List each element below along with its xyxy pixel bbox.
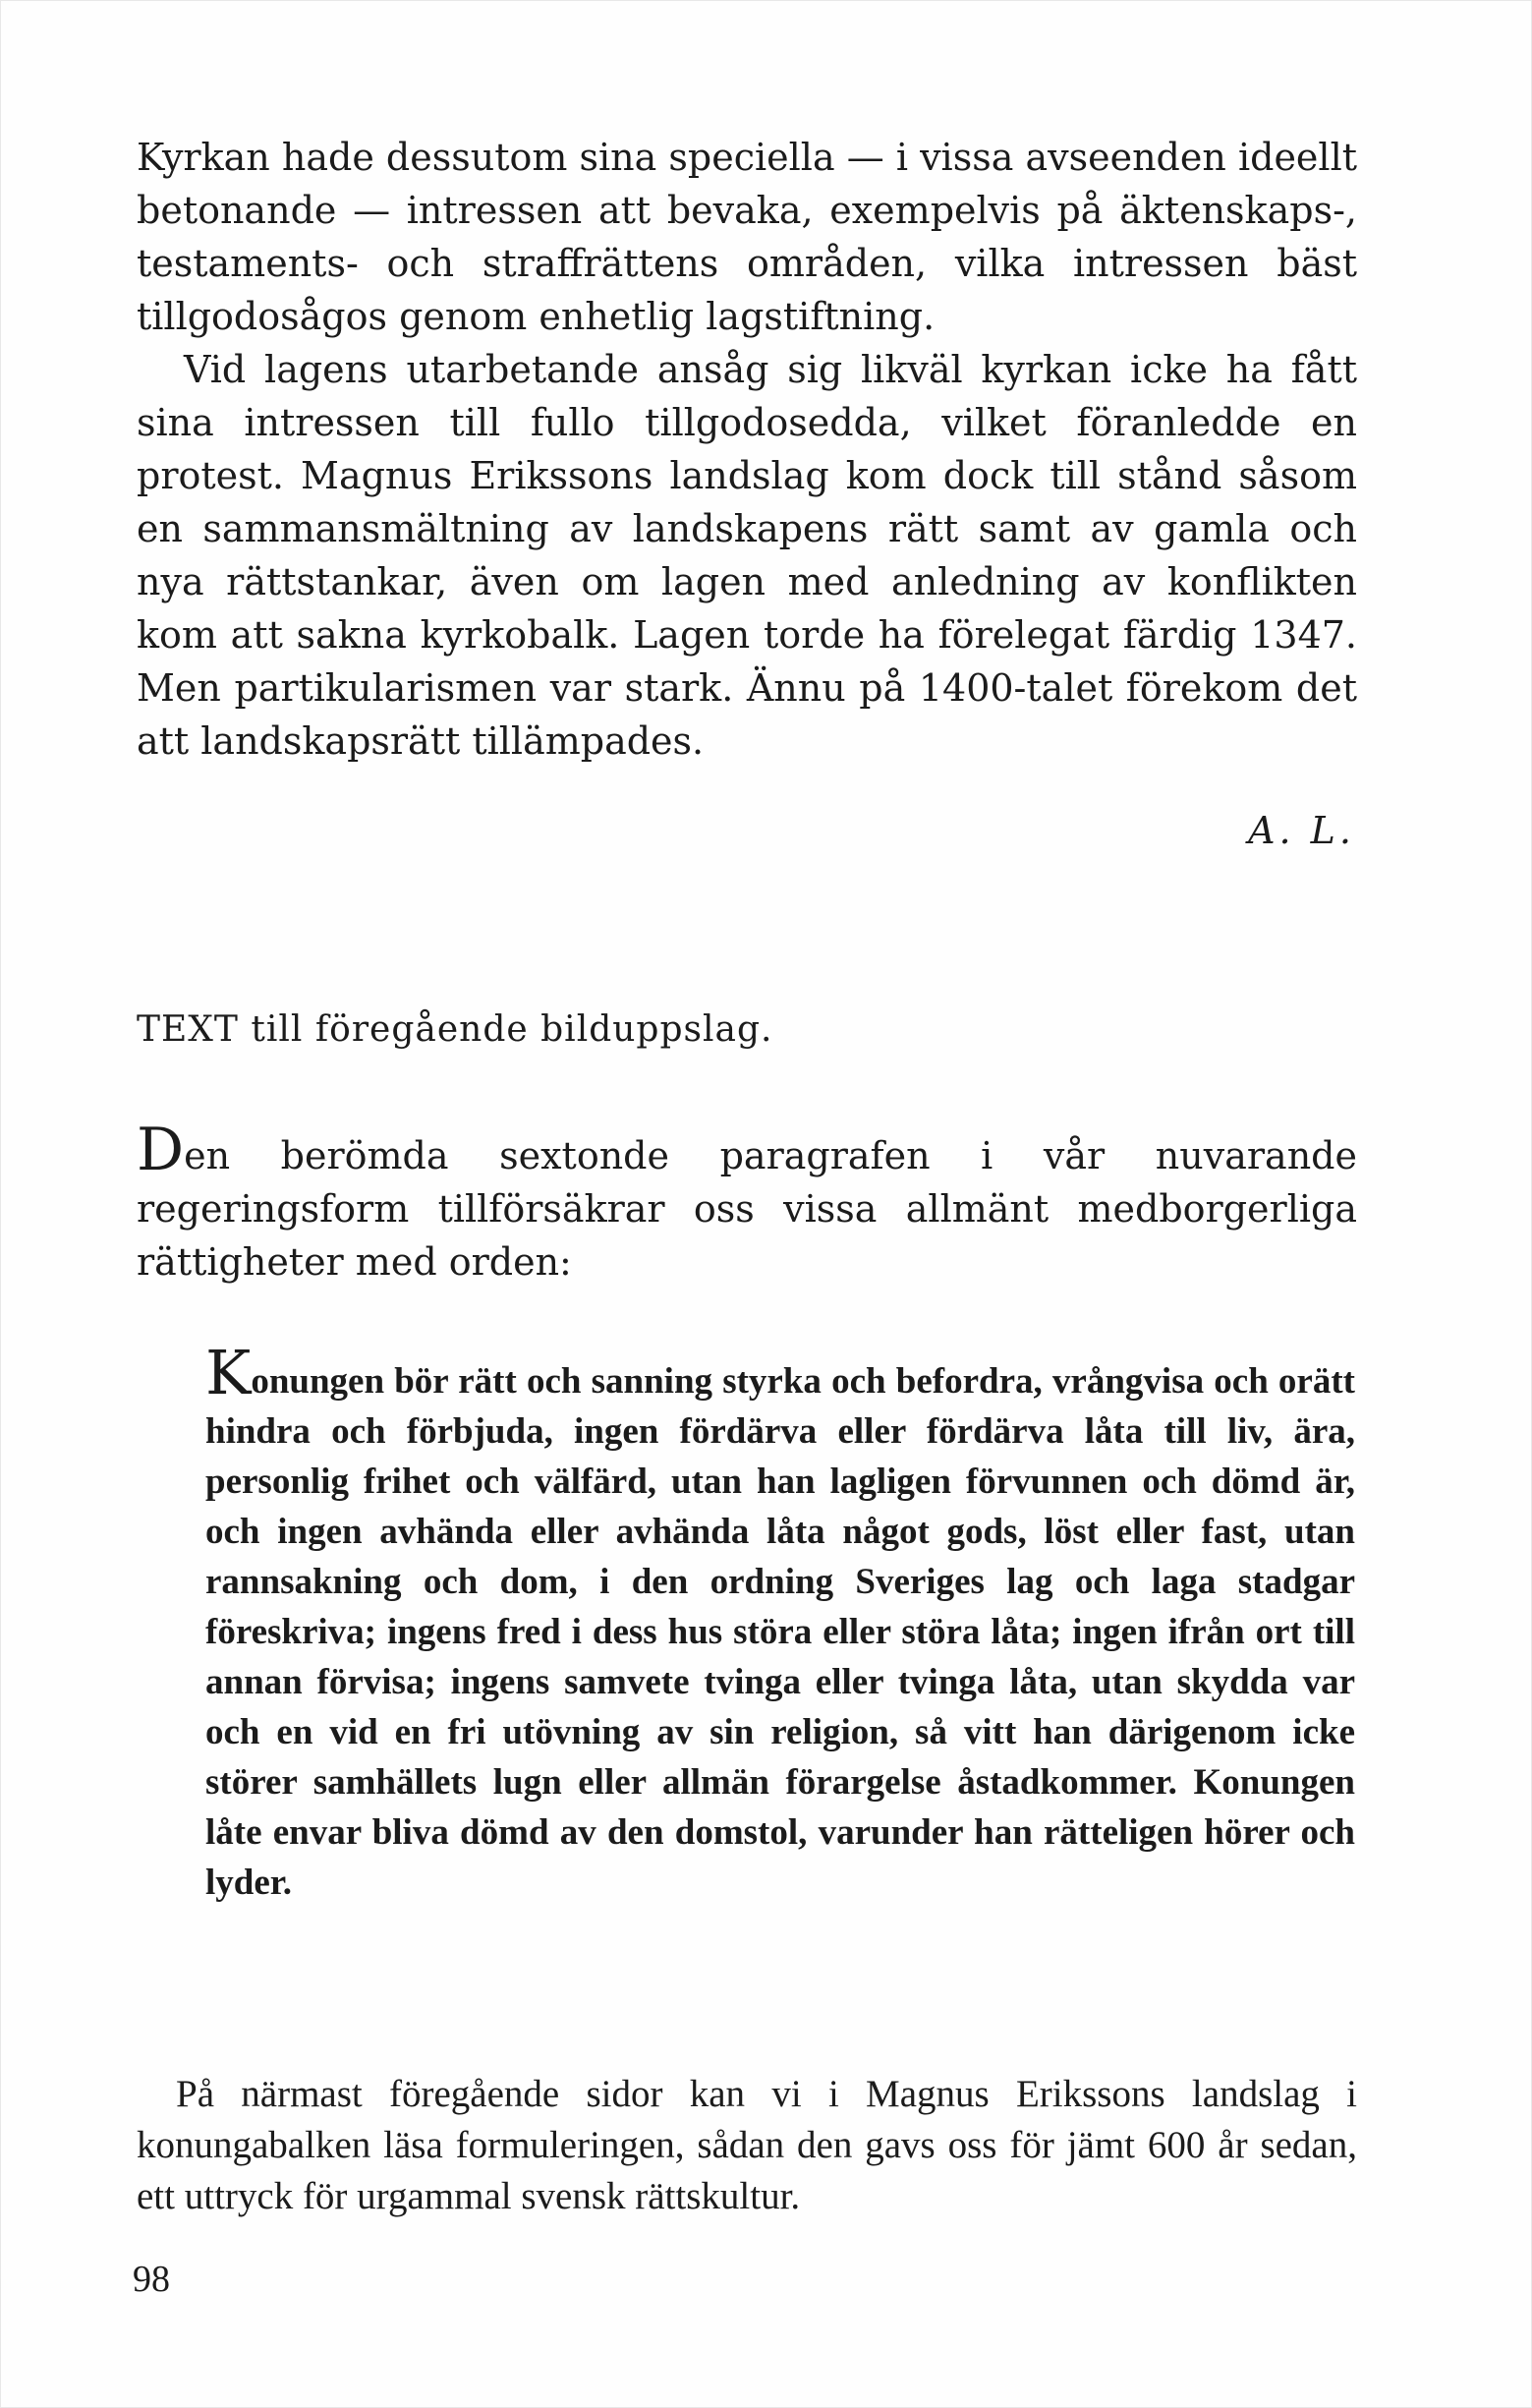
history-text-block: [137, 131, 1357, 768]
author-initials: A. L.: [1248, 809, 1355, 852]
intro-paragraph: [137, 1116, 1357, 1289]
section-heading: TEXT till föregående bilduppslag.: [137, 1009, 773, 1050]
drop-cap-k: K: [205, 1337, 252, 1408]
quote-paragraph-text: onungen bör rätt och sanning styrka och befordra, vrångvisa och orätt hindra och förbjuda, ingen fördärva eller fördärva låta till liv, ära, personlig frihet och välfärd, utan han lagligen förvunnen och dömd är, och ingen avhända eller avhända låta något gods, löst eller fast, utan rannsakning och dom, i den ordning Sveriges lag och laga stadgar föreskriva; ingens fred i dess hus störa eller störa låta; ingen ifrån ort till annan förvisa; ingens samvete tvinga eller tvinga låta, utan skydda var och en vid en fri utövning av sin religion, så vitt han därigenom icke störer samhällets lugn eller allmän förargelse åstadkommer. Konungen låte envar bliva dömd av den domstol, varunder han rätteligen hörer och lyder.: [205, 1361, 1355, 1903]
closing-paragraph: På närmast föregående sidor kan vi i Magnus Erikssons landslag i konungabalken läsa formuleringen, sådan den gavs oss för jämt 600 år sedan, ett uttryck för urgammal svensk rättskultur.: [137, 2073, 1357, 2217]
quote-paragraph: [205, 1337, 1355, 1908]
paragraph-church-interests: Kyrkan hade dessutom sina speciella — i vissa avseenden ideellt betonande — intressen att bevaka, exempelvis på äktenskaps-, testaments- och straffrättens områden, vilka intressen bäst tillgodosågos genom enhetlig lagstiftning.: [137, 136, 1357, 338]
quoted-law-paragraph: [205, 1337, 1355, 1908]
page-number: 98: [133, 2259, 170, 2300]
paragraph-law-drafting: Vid lagens utarbetande ansåg sig likväl kyrkan icke ha fått sina intressen till fullo tillgodosedda, vilket föranledde en protest. Magnus Erikssons landslag kom dock till stånd såsom en sammansmältning av landskapens rätt samt av gamla och nya rättstankar, även om lagen med anledning av konflikten kom att sakna kyrkobalk. Lagen torde ha förelegat färdig 1347. Men partikularismen var stark. Ännu på 1400-talet förekom det att landskapsrätt tillämpades.: [137, 348, 1357, 763]
intro-text-block: [137, 1116, 1357, 1289]
drop-cap-d: D: [137, 1116, 185, 1184]
closing-text-block: [137, 2069, 1357, 2222]
intro-paragraph-text: en berömda sextonde paragrafen i vår nuvarande regeringsform tillförsäkrar oss vissa allmänt medborgerliga rättigheter med orden:: [137, 1134, 1357, 1284]
